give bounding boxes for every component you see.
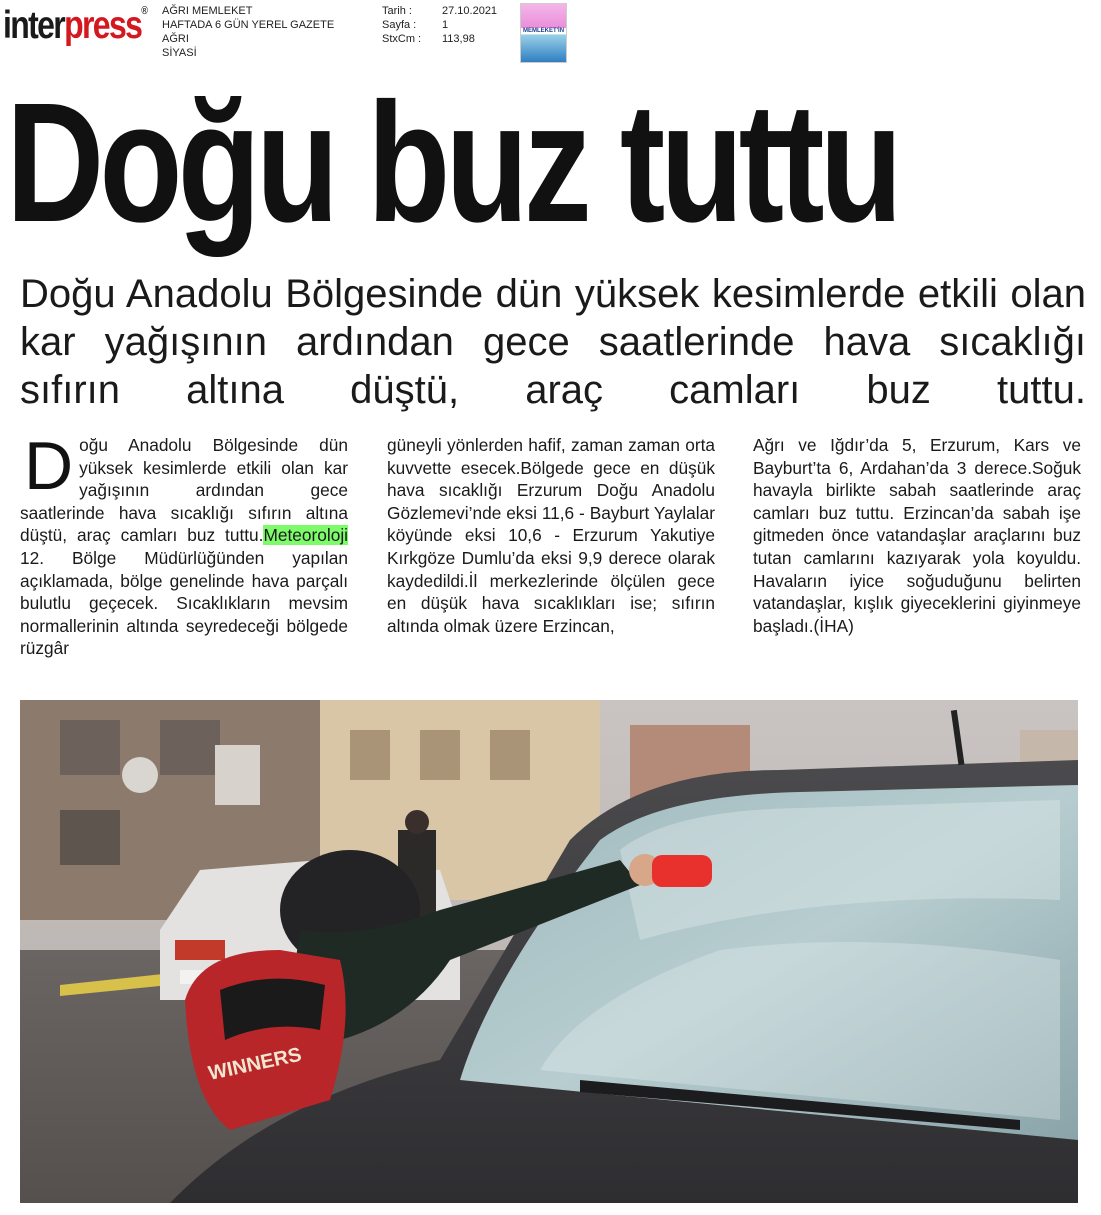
publication-info [162, 4, 334, 60]
column-3: Ağrı ve Iğdır’da 5, Erzurum, Kars ve Bayburt’ta 6, Ardahan’da 3 derece.Soğuk havayla birlikte sabah saatlerinde araç camları buz tuttu. Erzincan’da sabah işe gitmeden önce vatandaşlar araçlarını buz tutan camlarını kazıyarak yola koyuldu. Havaların iyice soğuduğunu belirten vatandaşlar, kışlık giyeceklerini giyinmeye başladı.(İHA) [753, 435, 1081, 636]
car-taillight [175, 940, 225, 960]
building-window [490, 730, 530, 780]
backpack-brand-text: WINNERS [206, 1043, 304, 1085]
highlighted-keyword: Meteoroloji [263, 525, 348, 546]
interpress-logo: interpress® [3, 4, 148, 47]
pedestrian-head [405, 810, 429, 834]
clipping-meta [382, 4, 497, 46]
building-window [215, 745, 260, 805]
column-1: Doğu Anadolu Bölgesinde dün yüksek kesimlerde etkili olan kar yağışının ardından gece saatlerinde hava sıcaklığı sıfırın altına düştü, araç camları buz tuttu.Meteoroloji 12. Bölge Müdürlüğünden yapılan açıklamada, bölge genelinde hava parçalı bulutlu geçecek. Sıcaklıkların mevsim normallerinin altında seyredeceği bölgede rüzgâr [20, 428, 348, 659]
meta-page: Sayfa : 1 [382, 19, 449, 31]
building-window [60, 720, 120, 775]
publication-frequency: HAFTADA 6 GÜN YEREL GAZETE [162, 19, 335, 31]
page-thumbnail[interactable]: MEMLEKET'İN [520, 3, 567, 63]
meta-stxcm: StxCm : 113,98 [382, 33, 475, 45]
article-body [20, 428, 1082, 694]
drop-cap: D [24, 428, 74, 504]
photo-illustration [20, 700, 1078, 1203]
building-window [350, 730, 390, 780]
publication-section: SİYASİ [162, 47, 197, 59]
building-window [160, 720, 220, 775]
meta-date: Tarih : 27.10.2021 [382, 5, 498, 17]
column-2: güneyli yönlerden hafif, zaman zaman orta kuvvette esecek.Bölgede gece en düşük hava sıcaklığı Erzurum Doğu Anadolu Gözlemevi’nde eksi 11,6 - Bayburt Yaylalar köyünde eksi 10,6 - Erzurum Yakutiye Kırkgöze Dumlu’da eksi 9,9 derece olarak kaydedildi.İl merkezlerinde ölçülen gece en düşük hava sıcaklıkları ise; sıfırın altında olmak üzere Erzincan, [387, 435, 715, 636]
headline: Doğu buz tuttu [6, 68, 898, 258]
news-photo [20, 700, 1078, 1203]
building-window [60, 810, 120, 865]
ice-scraper [652, 855, 712, 887]
clipping-header [0, 0, 1101, 66]
publication-name: AĞRI MEMLEKET [162, 5, 253, 17]
satellite-dish-icon [122, 757, 158, 793]
lede: Doğu Anadolu Bölgesinde dün yüksek kesimlerde etkili olan kar yağışının ardından gece saatlerinde hava sıcaklığı sıfırın altına düştü, araç camları buz tuttu. [20, 272, 1086, 412]
publication-city: AĞRI [162, 33, 189, 45]
building-window [420, 730, 460, 780]
